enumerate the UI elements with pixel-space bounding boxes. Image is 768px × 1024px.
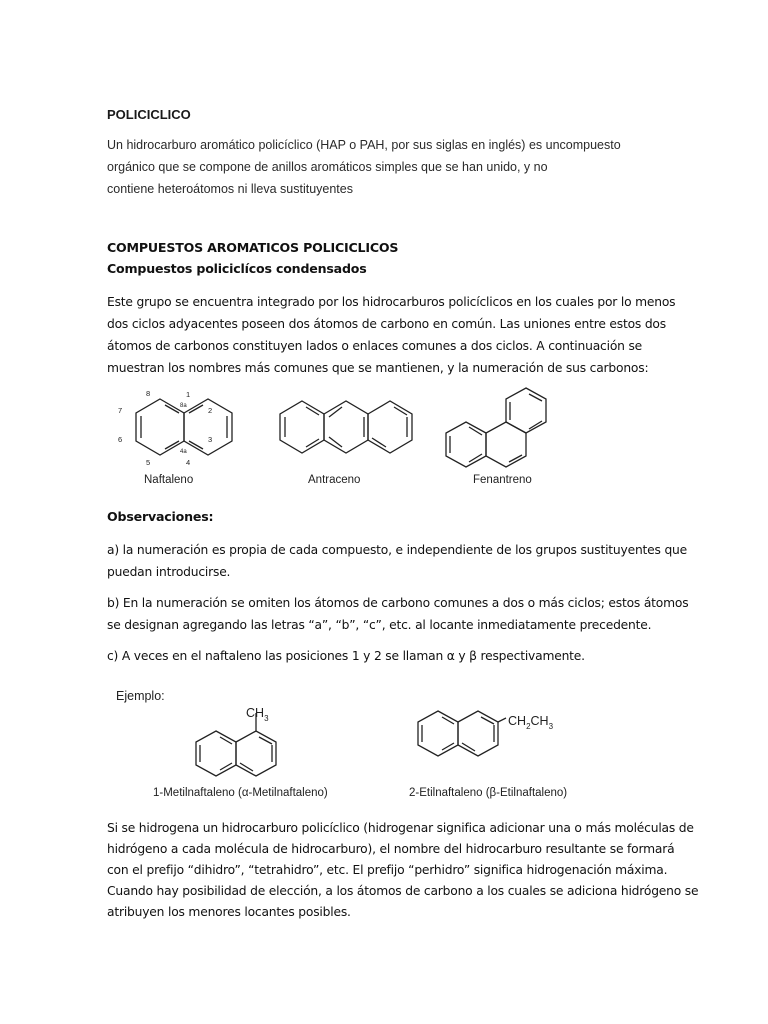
observation-line: se designan agregando las letras “a”, “b”, “c”, etc. al locante inmediatamente precedente. [107, 618, 652, 632]
observation-line: b) En la numeración se omiten los átomos de carbono comunes a dos o más ciclos; estos átomos [107, 596, 689, 610]
definition-line: Este grupo se encuentra integrado por los hidrocarburos policíclicos en los cuales por lo menos [107, 295, 676, 309]
locant-5: 5 [146, 458, 151, 467]
locant-7: 7 [118, 406, 123, 415]
definition-line: átomos de carbonos constituyen lados o enlaces comunes a dos ciclos. A continuación se [107, 339, 643, 353]
intro-paragraph [107, 134, 727, 200]
observation-b [107, 592, 747, 636]
intro-line: Un hidrocarburo aromático policíclico (HAP o PAH, por sus siglas en inglés) es uncompuesto [107, 138, 621, 152]
observation-line: a) la numeración es propia de cada compuesto, e independiente de los grupos sustituyentes que [107, 543, 688, 557]
section-title-compuestos: COMPUESTOS AROMATICOS POLICICLICOS [107, 240, 399, 255]
ethylnaphthalene-structure [418, 711, 506, 756]
label-antraceno: Antraceno [308, 474, 361, 486]
methyl-label: $CH_3$ [246, 706, 269, 723]
definition-line: dos ciclos adyacentes poseen dos átomos de carbono en común. Las uniones entre estos dos [107, 317, 666, 331]
locant-8: 8 [146, 389, 151, 398]
locant-4a: 4a [180, 449, 187, 455]
label-naftaleno: Naftaleno [144, 474, 194, 486]
locant-8a: 8a [180, 403, 187, 409]
definition-paragraph [107, 291, 747, 379]
locant-2: 2 [208, 406, 213, 415]
hydrogenation-paragraph [107, 818, 757, 923]
intro-line: contiene heteroátomos ni lleva sustituyentes [107, 182, 353, 196]
hydrogenation-line: atribuyen los menores locantes posibles. [107, 905, 351, 919]
section-title-policiclico: POLICICLICO [107, 107, 191, 122]
locant-3: 3 [208, 435, 213, 444]
label-methylnaphthalene: 1-Metilnaftaleno (α-Metilnaftaleno) [153, 787, 328, 799]
polycyclic-structures-figure [0, 380, 768, 490]
example-title: Ejemplo: [116, 689, 165, 703]
observation-line: puedan introducirse. [107, 565, 231, 579]
anthracene-structure [280, 401, 412, 453]
phenanthrene-structure [446, 388, 546, 467]
locant-4: 4 [186, 458, 191, 467]
definition-line: muestran los nombres más comunes que se mantienen, y la numeración de sus carbonos: [107, 361, 649, 375]
locant-6: 6 [118, 435, 123, 444]
hydrogenation-line: hidrógeno a cada molécula de hidrocarburo), el nombre del hidrocarburo resultante se formará [107, 842, 675, 856]
observation-line: c) A veces en el naftaleno las posiciones 1 y 2 se llaman α y β respectivamente. [107, 649, 585, 663]
intro-line: orgánico que se compone de anillos aromáticos simples que se han unido, y no [107, 160, 548, 174]
label-fenantreno: Fenantreno [473, 474, 532, 486]
hydrogenation-line: Si se hidrogena un hidrocarburo policíclico (hidrogenar significa adicionar una o más moléculas de [107, 821, 694, 835]
observation-c [107, 645, 747, 667]
observations-title: Observaciones: [107, 509, 214, 524]
locant-1: 1 [186, 390, 191, 399]
section-subtitle: Compuestos policiclícos condensados [107, 261, 367, 276]
label-ethylnaphthalene: 2-Etilnaftaleno (β-Etilnaftaleno) [409, 787, 568, 799]
ethyl-label: $CH_2CH_3$ [508, 714, 554, 731]
hydrogenation-line: Cuando hay posibilidad de elección, a los átomos de carbono a los cuales se adiciona hidrógeno se [107, 884, 699, 898]
hydrogenation-line: con el prefijo “dihidro”, “tetrahidro”, etc. El prefijo “perhidro” significa hidrogenación máxima. [107, 863, 668, 877]
example-structures-figure [0, 680, 768, 810]
observation-a [107, 539, 747, 583]
